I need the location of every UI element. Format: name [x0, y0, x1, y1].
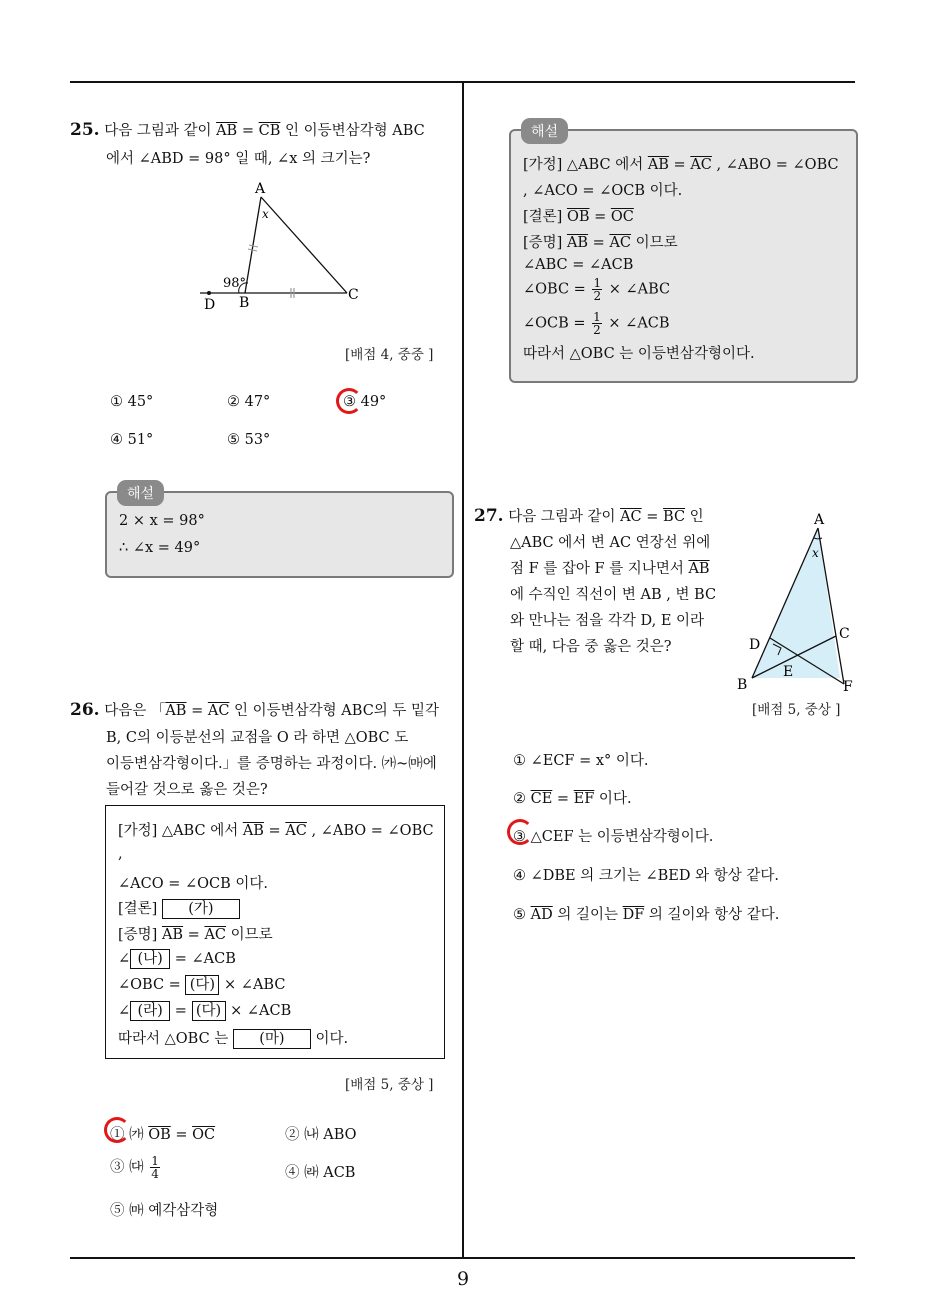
q26-sol-line1: [가정] △ABC 에서 $\overline{AB} = \overline{AC}$ , ∠ABO = ∠OBC: [523, 157, 839, 173]
q26-box-line8: ∠ (라) = (다) × ∠ACB: [118, 1003, 292, 1019]
page-number: 9: [456, 1268, 470, 1290]
q25-score: [배점 4, 중중 ]: [345, 347, 434, 363]
blank-da: (다): [185, 975, 219, 995]
q27-choice-1[interactable]: ① ∠ECF = x° 이다.: [513, 753, 649, 769]
q26-sol-line2: , ∠ACO = ∠OCB 이다.: [523, 183, 683, 199]
q27-choice-5[interactable]: ⑤ $\overline{AD}$ 의 길이는 $\overline{DF}$ 의 길이와 항상 같다.: [513, 907, 780, 923]
q25-number: 25.: [70, 120, 100, 140]
bottom-rule: [70, 1257, 855, 1259]
q26-line1: 26. 다음은 「$\overline{AB} = \overline{AC}$ 인 이등변삼각형 ABC의 두 밑각: [70, 700, 440, 720]
q26-number: 26.: [70, 700, 100, 720]
q25-choice-2[interactable]: ② 47°: [227, 394, 271, 410]
q26-sol-line5: ∠ABC = ∠ACB: [523, 257, 634, 273]
q27-choice-2[interactable]: ② $\overline{CE} = \overline{EF}$ 이다.: [513, 791, 632, 807]
q25-label-A: A: [255, 181, 266, 197]
q25-solution-tag: 해설: [117, 480, 164, 506]
q25-line1: 25. 다음 그림과 같이 $\overline{AB} = \overline{CB}$ 인 이등변삼각형 ABC: [70, 120, 425, 140]
q25-choice-5[interactable]: ⑤ 53°: [227, 432, 271, 448]
q26-box-line2: ,: [118, 846, 123, 862]
q26-box-line9: 따라서 △OBC 는 (마) 이다.: [118, 1031, 349, 1047]
q26-choice-5[interactable]: ⑤ ㈒ 예각삼각형: [110, 1203, 219, 1219]
q26-sol-line6: ∠OBC = $\frac{1}{2}$ × ∠ABC: [523, 276, 671, 303]
q25-choice-3[interactable]: ③ 49°: [343, 394, 387, 410]
q26-sol-line3: [결론] $\overline{OB} = \overline{OC}$: [523, 209, 634, 225]
q26-solution-tag: 해설: [521, 118, 568, 144]
q25-solution-line2: ∴ ∠x = 49°: [119, 540, 201, 556]
q25-label-C: C: [348, 287, 359, 303]
blank-ma: (마): [233, 1029, 311, 1049]
q27-label-D: D: [749, 637, 761, 653]
q26-sol-line7: ∠OCB = $\frac{1}{2}$ × ∠ACB: [523, 310, 670, 337]
q26-line3: 이등변삼각형이다.」를 증명하는 과정이다. ㈎~㈒에: [106, 756, 437, 772]
q26-sol-line8: 따라서 △OBC 는 이등변삼각형이다.: [523, 346, 755, 362]
q27-triangle-figure: [732, 508, 857, 698]
q27-score: [배점 5, 중상 ]: [752, 702, 841, 718]
q25-label-D: D: [204, 297, 216, 313]
q26-score: [배점 5, 중상 ]: [345, 1077, 434, 1093]
q27-label-C: C: [839, 626, 850, 642]
q25-triangle-figure: [195, 175, 375, 315]
q26-box-line5: [증명] $\overline{AB} = \overline{AC}$ 이므로: [118, 927, 273, 943]
q26-box-line3: ∠ACO = ∠OCB 이다.: [118, 876, 268, 892]
q27-line2: △ABC 에서 변 AC 연장선 위에: [510, 535, 711, 551]
q25-line2: 에서 ∠ABD = 98° 일 때, ∠x 의 크기는?: [106, 151, 371, 167]
q26-answer-circle-mark: [104, 1117, 130, 1143]
q26-choice-1[interactable]: ① ㈎ $\overline{OB} = \overline{OC}$: [110, 1127, 216, 1143]
blank-ra: (라): [130, 1001, 170, 1021]
q26-proof-box: [105, 805, 445, 1059]
q27-answer-circle-mark: [507, 819, 533, 845]
blank-na: (나): [130, 949, 170, 969]
q25-choice-1[interactable]: ① 45°: [110, 394, 154, 410]
blank-da-2: (다): [192, 1001, 226, 1021]
q26-choice-4[interactable]: ④ ㈑ ACB: [285, 1165, 356, 1181]
q27-line1: 27. 다음 그림과 같이 $\overline{AC} = \overline{BC}$ 인: [474, 506, 704, 526]
q27-line4: 에 수직인 직선이 변 AB , 변 BC: [510, 587, 717, 603]
q27-choice-4[interactable]: ④ ∠DBE 의 크기는 ∠BED 와 항상 같다.: [513, 868, 779, 884]
q26-box-line7: ∠OBC = (다) × ∠ABC: [118, 977, 286, 993]
q27-line6: 할 때, 다음 중 옳은 것은?: [510, 639, 672, 655]
q25-label-x: x: [262, 207, 269, 221]
q27-choice-3[interactable]: ③ △CEF 는 이등변삼각형이다.: [513, 829, 714, 845]
q27-label-E: E: [783, 664, 794, 680]
q27-label-F: F: [843, 679, 853, 695]
q25-choice-4[interactable]: ④ 51°: [110, 432, 154, 448]
column-divider: [462, 81, 464, 1259]
q27-number: 27.: [474, 506, 504, 526]
q25-solution-line1: 2 × x = 98°: [119, 513, 205, 529]
q26-choice-3[interactable]: ③ ㈐ $\frac{1}{4}$: [110, 1154, 159, 1181]
q27-line5: 와 만나는 점을 각각 D, E 이라: [510, 613, 705, 629]
q26-line4: 들어갈 것으로 옳은 것은?: [106, 782, 268, 798]
q26-choice-2[interactable]: ② ㈏ ABO: [285, 1127, 357, 1143]
blank-ga: (가): [162, 899, 240, 919]
q26-box-line6: ∠ (나) = ∠ACB: [118, 951, 236, 967]
q26-box-line4: [결론] (가): [118, 897, 240, 919]
q25-label-B: B: [239, 295, 250, 311]
q25-answer-circle-mark: [336, 388, 362, 414]
q26-sol-line4: [증명] $\overline{AB} = \overline{AC}$ 이므로: [523, 235, 678, 251]
q25-angle-label: 98°: [223, 276, 247, 291]
q26-line2: B, C의 이등분선의 교점을 O 라 하면 △OBC 도: [106, 730, 409, 746]
q27-line3: 점 F 를 잡아 F 를 지나면서 $\overline{AB}$: [510, 561, 710, 577]
q27-label-A: A: [814, 512, 825, 528]
q27-label-B: B: [737, 677, 748, 693]
q26-box-line1: [가정] △ABC 에서 $\overline{AB} = \overline{AC}$ , ∠ABO = ∠OBC: [118, 823, 434, 839]
q26-solution-box: [509, 129, 858, 383]
q27-label-x: x: [812, 546, 819, 560]
